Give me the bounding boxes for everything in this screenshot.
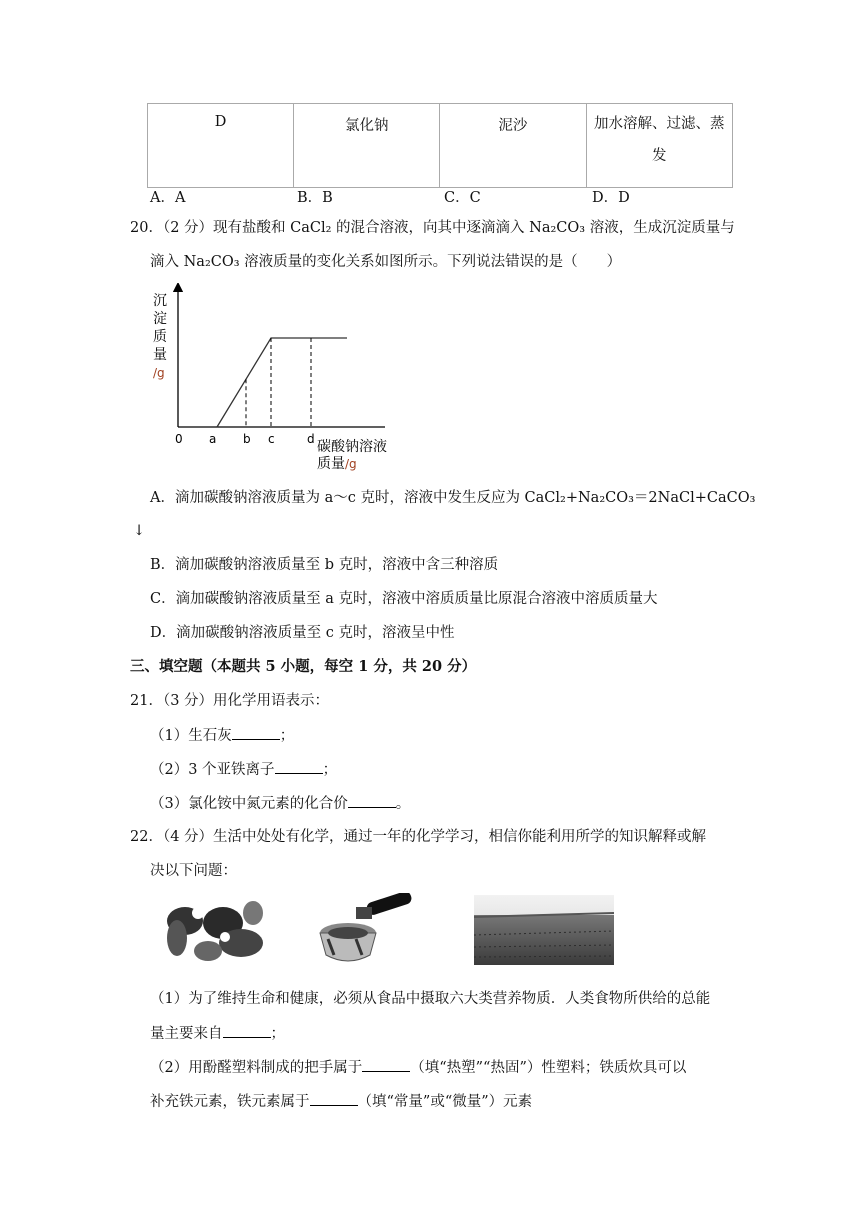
tick-label-a: a [209, 432, 217, 446]
q22-part1-end: ； [270, 1026, 285, 1042]
table-cell: 氯化钠 [294, 104, 440, 188]
choice-d: D．D [592, 190, 630, 206]
field-photo [474, 895, 614, 965]
q21-part2-end: ； [322, 762, 338, 778]
q20-option-a-line1: A．滴加碳酸钠溶液质量为 a～c 克时，溶液中发生反应为 CaCl₂+Na₂CO₃＝2NaCl+CaCO₃ [150, 490, 756, 506]
q22-part1-line2 [150, 1023, 285, 1044]
answer-blank[interactable] [232, 725, 280, 740]
q21-part2 [150, 759, 337, 780]
x-label-line2: 质量/g [317, 456, 357, 472]
q20-option-d: D．滴加碳酸钠溶液质量至 c 克时，溶液呈中性 [150, 625, 455, 641]
q22-part2-text-a: （2）用酚醛塑料制成的把手属于 [150, 1060, 363, 1076]
answer-blank[interactable] [223, 1023, 271, 1038]
precipitate-chart [145, 283, 405, 473]
q22-part2-line2 [150, 1091, 532, 1112]
q20-stem-line1: 20．（2 分）现有盐酸和 CaCl₂ 的混合溶液，向其中逐滴滴入 Na₂CO₃ 溶液，生成沉淀质量与 [130, 220, 735, 236]
table-cell: 泥沙 [440, 104, 586, 188]
answer-blank[interactable] [348, 793, 396, 808]
section-heading: 三、填空题（本题共 5 小题，每空 1 分，共 20 分） [130, 658, 477, 675]
y-label-char-1: 沉 [153, 293, 167, 309]
q22-part2-text-d: （填“常量”或“微量”）元素 [357, 1094, 533, 1110]
choice-c: C．C [444, 190, 481, 206]
q22-part1-line1: （1）为了维持生命和健康，必须从食品中摄取六大类营养物质．人类食物所供给的总能 [150, 991, 711, 1007]
q21-part1 [150, 725, 294, 746]
tick-label-b: b [243, 432, 251, 446]
choice-a: A．A [150, 190, 186, 206]
table-row [148, 104, 733, 188]
tick-label-d: d [307, 432, 315, 446]
q21-part3-end: 。 [395, 796, 411, 812]
answer-blank[interactable] [275, 759, 323, 774]
q22-part2-text-b: （填“热塑”“热固”）性塑料；铁质炊具可以 [410, 1060, 687, 1076]
q22-part2-text-c: 补充铁元素，铁元素属于 [150, 1094, 310, 1110]
option-table [147, 103, 733, 188]
origin-label: 0 [175, 432, 183, 446]
q20-option-c: C．滴加碳酸钠溶液质量至 a 克时，溶液中溶质质量比原混合溶液中溶质质量大 [150, 591, 658, 607]
x-label-line1: 碳酸钠溶液 [317, 439, 387, 455]
tick-label-c: c [268, 432, 275, 446]
q21-stem: 21．（3 分）用化学用语表示： [130, 693, 330, 709]
table-cell-text: 加水溶解、过滤、蒸发 [594, 116, 725, 164]
q22-part2-line1 [150, 1057, 686, 1078]
y-label-char-4: 量 [153, 347, 167, 363]
food-photo [163, 893, 268, 965]
q21-part3-text: （3）氯化铵中氮元素的化合价 [150, 796, 348, 812]
q22-stem-line2: 决以下问题： [150, 863, 237, 879]
y-label-char-3: 质 [153, 329, 167, 345]
pan-photo [318, 893, 418, 965]
q21-part1-end: ； [279, 728, 295, 744]
q21-part3 [150, 793, 410, 814]
answer-blank[interactable] [362, 1057, 410, 1072]
series-line [217, 338, 347, 427]
q21-part1-text: （1）生石灰 [150, 728, 232, 744]
y-label-char-2: 淀 [153, 311, 167, 327]
choice-b: B．B [297, 190, 333, 206]
q20-option-a-line2: ↓ [133, 523, 146, 539]
q22-stem-line1: 22．（4 分）生活中处处有化学，通过一年的化学学习，相信你能利用所学的知识解释或解 [130, 829, 707, 845]
q22-part1-text: 量主要来自 [150, 1026, 223, 1042]
y-label-unit: /g [153, 366, 165, 380]
q21-part2-text: （2）3 个亚铁离子 [150, 762, 275, 778]
answer-blank[interactable] [310, 1091, 358, 1106]
q20-stem-line2: 滴入 Na₂CO₃ 溶液质量的变化关系如图所示。下列说法错误的是（ ） [150, 254, 622, 270]
table-cell: D [148, 104, 294, 188]
table-cell [586, 104, 733, 188]
q20-option-b: B．滴加碳酸钠溶液质量至 b 克时，溶液中含三种溶质 [150, 557, 499, 573]
